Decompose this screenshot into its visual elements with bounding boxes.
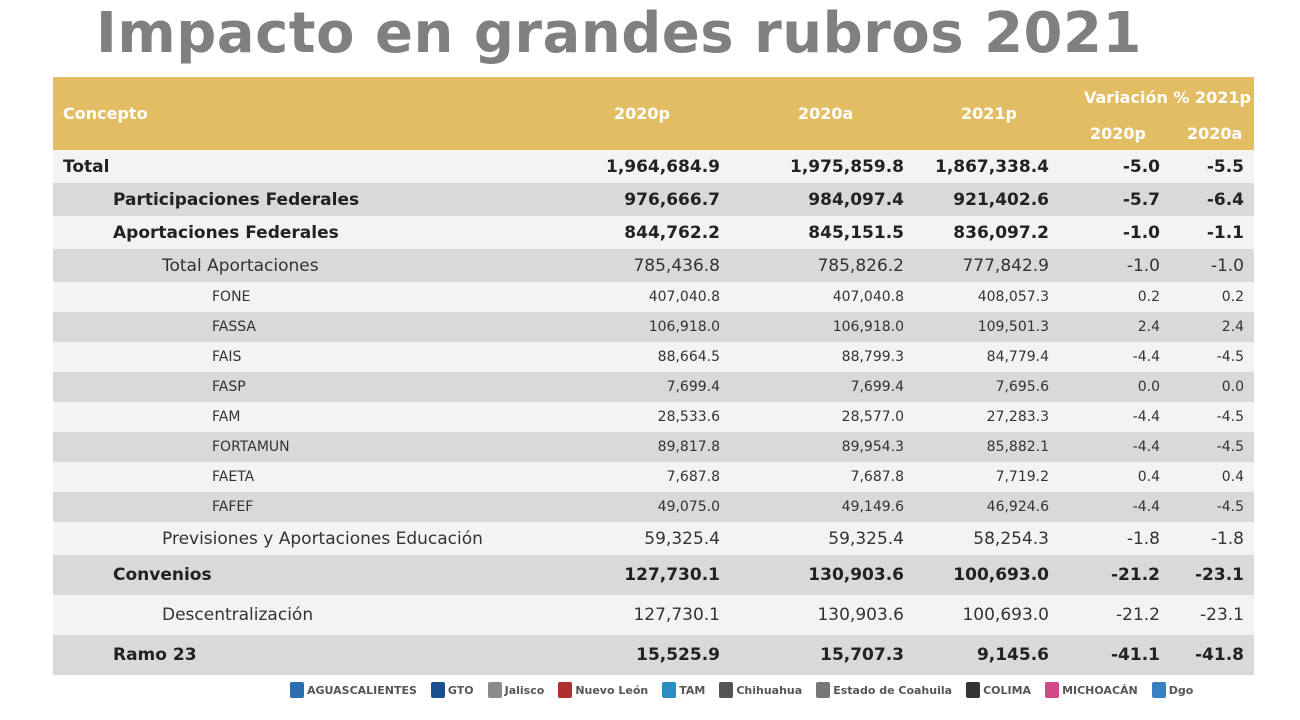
row-label: Ramo 23 [113,645,197,665]
state-logo [966,682,1031,698]
row-value-3: 84,779.4 [986,349,1049,365]
row-label: FAETA [212,469,255,485]
table-row [53,150,1254,183]
row-value-1: 7,699.4 [666,379,720,395]
header-variacion: Variación % 2021p [1084,88,1251,107]
row-label: FASSA [212,319,256,335]
state-logo-text: AGUASCALIENTES [307,683,417,697]
row-value-4: 0.4 [1137,469,1160,485]
row-value-3: 408,057.3 [977,289,1049,305]
emblem-icon [816,682,830,698]
row-value-1: 59,325.4 [644,528,720,549]
row-value-5: -23.1 [1200,605,1244,625]
row-value-3: 46,924.6 [986,499,1049,515]
state-logo-text: Estado de Coahuila [833,683,953,697]
row-value-2: 49,149.6 [841,499,904,515]
row-label: Total [63,156,110,177]
row-value-5: -1.1 [1206,222,1244,243]
row-label: FAM [212,409,241,425]
row-label: FONE [212,289,251,305]
row-value-4: -4.4 [1132,349,1160,365]
row-label: Convenios [113,565,212,585]
row-label: Participaciones Federales [113,189,360,210]
row-value-4: -1.8 [1126,528,1160,549]
row-value-2: 7,687.8 [850,469,904,485]
row-label: Descentralización [162,605,314,625]
emblem-icon [966,682,980,698]
row-value-2: 28,577.0 [841,409,904,425]
data-table [53,77,1254,675]
emblem-icon [1152,682,1166,698]
row-value-1: 127,730.1 [633,605,720,625]
table-row [53,555,1254,595]
table-row [53,462,1254,492]
header-concepto: Concepto [63,104,148,123]
row-value-5: -5.5 [1206,156,1244,177]
emblem-icon [290,682,304,698]
emblem-icon [662,682,676,698]
header-2021p: 2021p [961,104,1017,123]
row-value-1: 407,040.8 [648,289,720,305]
row-value-4: 2.4 [1137,319,1160,335]
state-logo [558,682,648,698]
state-logo-text: Chihuahua [736,683,803,697]
row-value-1: 844,762.2 [624,222,720,243]
row-value-1: 88,664.5 [657,349,720,365]
row-value-5: -6.4 [1206,189,1244,210]
row-value-1: 1,964,684.9 [605,156,720,177]
header-var-2020p: 2020p [1090,124,1146,143]
emblem-icon [558,682,572,698]
row-value-2: 15,707.3 [820,645,904,665]
row-value-1: 28,533.6 [657,409,720,425]
row-value-5: -23.1 [1195,565,1244,585]
header-2020a: 2020a [798,104,854,123]
row-label: FAIS [212,349,242,365]
row-value-1: 976,666.7 [624,189,720,210]
row-value-4: -4.4 [1132,439,1160,455]
row-value-2: 89,954.3 [841,439,904,455]
table-header [53,77,1254,150]
row-value-1: 785,436.8 [633,255,720,276]
table-row [53,312,1254,342]
row-value-2: 130,903.6 [817,605,904,625]
table-body [53,150,1254,675]
row-value-2: 88,799.3 [841,349,904,365]
row-value-2: 785,826.2 [817,255,904,276]
state-logo [488,682,545,698]
row-value-4: -41.1 [1111,645,1160,665]
emblem-icon [719,682,733,698]
row-value-1: 106,918.0 [648,319,720,335]
row-value-4: 0.2 [1137,289,1160,305]
page-title: Impacto en grandes rubros 2021 [96,1,1142,66]
row-value-1: 127,730.1 [624,565,720,585]
table-row [53,595,1254,635]
state-logo-text: Dgo [1168,683,1194,697]
row-value-4: -5.0 [1122,156,1160,177]
row-value-3: 9,145.6 [976,645,1049,665]
row-value-3: 921,402.6 [953,189,1049,210]
row-label: Aportaciones Federales [113,222,339,243]
row-value-2: 984,097.4 [808,189,904,210]
emblem-icon [431,682,445,698]
row-value-2: 407,040.8 [832,289,904,305]
state-logo [1152,682,1194,698]
row-value-4: -4.4 [1132,409,1160,425]
row-value-4: -5.7 [1122,189,1160,210]
row-label: FAFEF [212,499,254,515]
row-value-2: 130,903.6 [808,565,904,585]
row-value-5: -41.8 [1195,645,1244,665]
row-value-2: 7,699.4 [850,379,904,395]
row-value-5: -1.8 [1210,528,1244,549]
row-value-1: 7,687.8 [666,469,720,485]
row-label: FORTAMUN [212,439,290,455]
row-value-4: -4.4 [1132,499,1160,515]
row-value-5: 0.2 [1221,289,1244,305]
row-value-4: -21.2 [1111,565,1160,585]
row-value-3: 7,719.2 [995,469,1049,485]
row-value-5: -4.5 [1216,439,1244,455]
state-logo [1045,682,1138,698]
row-value-3: 7,695.6 [995,379,1049,395]
row-value-4: -1.0 [1122,222,1160,243]
table-row [53,432,1254,462]
table-row [53,635,1254,675]
state-logo [290,682,417,698]
row-value-3: 836,097.2 [953,222,1049,243]
state-logo-text: GTO [447,683,474,697]
row-value-3: 100,693.0 [962,605,1049,625]
row-value-3: 109,501.3 [977,319,1049,335]
row-label: Total Aportaciones [162,255,319,276]
row-value-1: 49,075.0 [657,499,720,515]
emblem-icon [488,682,502,698]
table-row [53,249,1254,282]
table-row [53,183,1254,216]
header-var-2020a: 2020a [1187,124,1243,143]
row-value-3: 100,693.0 [953,565,1049,585]
row-label: FASP [212,379,246,395]
table-row [53,372,1254,402]
header-2020p: 2020p [614,104,670,123]
row-value-5: -4.5 [1216,409,1244,425]
row-value-1: 15,525.9 [636,645,720,665]
logo-strip [290,682,1193,698]
row-value-4: 0.0 [1137,379,1160,395]
row-value-2: 59,325.4 [828,528,904,549]
state-logo-text: MICHOACÁN [1062,683,1138,697]
row-value-1: 89,817.8 [657,439,720,455]
table-row [53,342,1254,372]
table-row [53,216,1254,249]
row-value-2: 845,151.5 [808,222,904,243]
row-value-5: 2.4 [1221,319,1244,335]
row-value-3: 27,283.3 [986,409,1049,425]
state-logo [662,682,705,698]
state-logo [719,682,802,698]
table-row [53,492,1254,522]
row-value-5: -4.5 [1216,499,1244,515]
table-row [53,282,1254,312]
state-logo-text: Jalisco [504,683,545,697]
state-logo [816,682,952,698]
emblem-icon [1045,682,1059,698]
row-value-5: 0.4 [1221,469,1244,485]
state-logo-text: Nuevo León [575,683,649,697]
state-logo-text: TAM [679,683,706,697]
table-row [53,402,1254,432]
row-value-3: 58,254.3 [973,528,1049,549]
row-value-3: 85,882.1 [986,439,1049,455]
row-value-3: 1,867,338.4 [934,156,1049,177]
table-row [53,522,1254,555]
row-value-5: -1.0 [1210,255,1244,276]
row-value-5: -4.5 [1216,349,1244,365]
row-value-3: 777,842.9 [962,255,1049,276]
row-value-4: -21.2 [1116,605,1160,625]
row-value-2: 1,975,859.8 [789,156,904,177]
row-value-5: 0.0 [1221,379,1244,395]
row-value-4: -1.0 [1126,255,1160,276]
state-logo [431,682,474,698]
row-value-2: 106,918.0 [832,319,904,335]
state-logo-text: COLIMA [983,683,1032,697]
row-label: Previsiones y Aportaciones Educación [162,528,483,549]
